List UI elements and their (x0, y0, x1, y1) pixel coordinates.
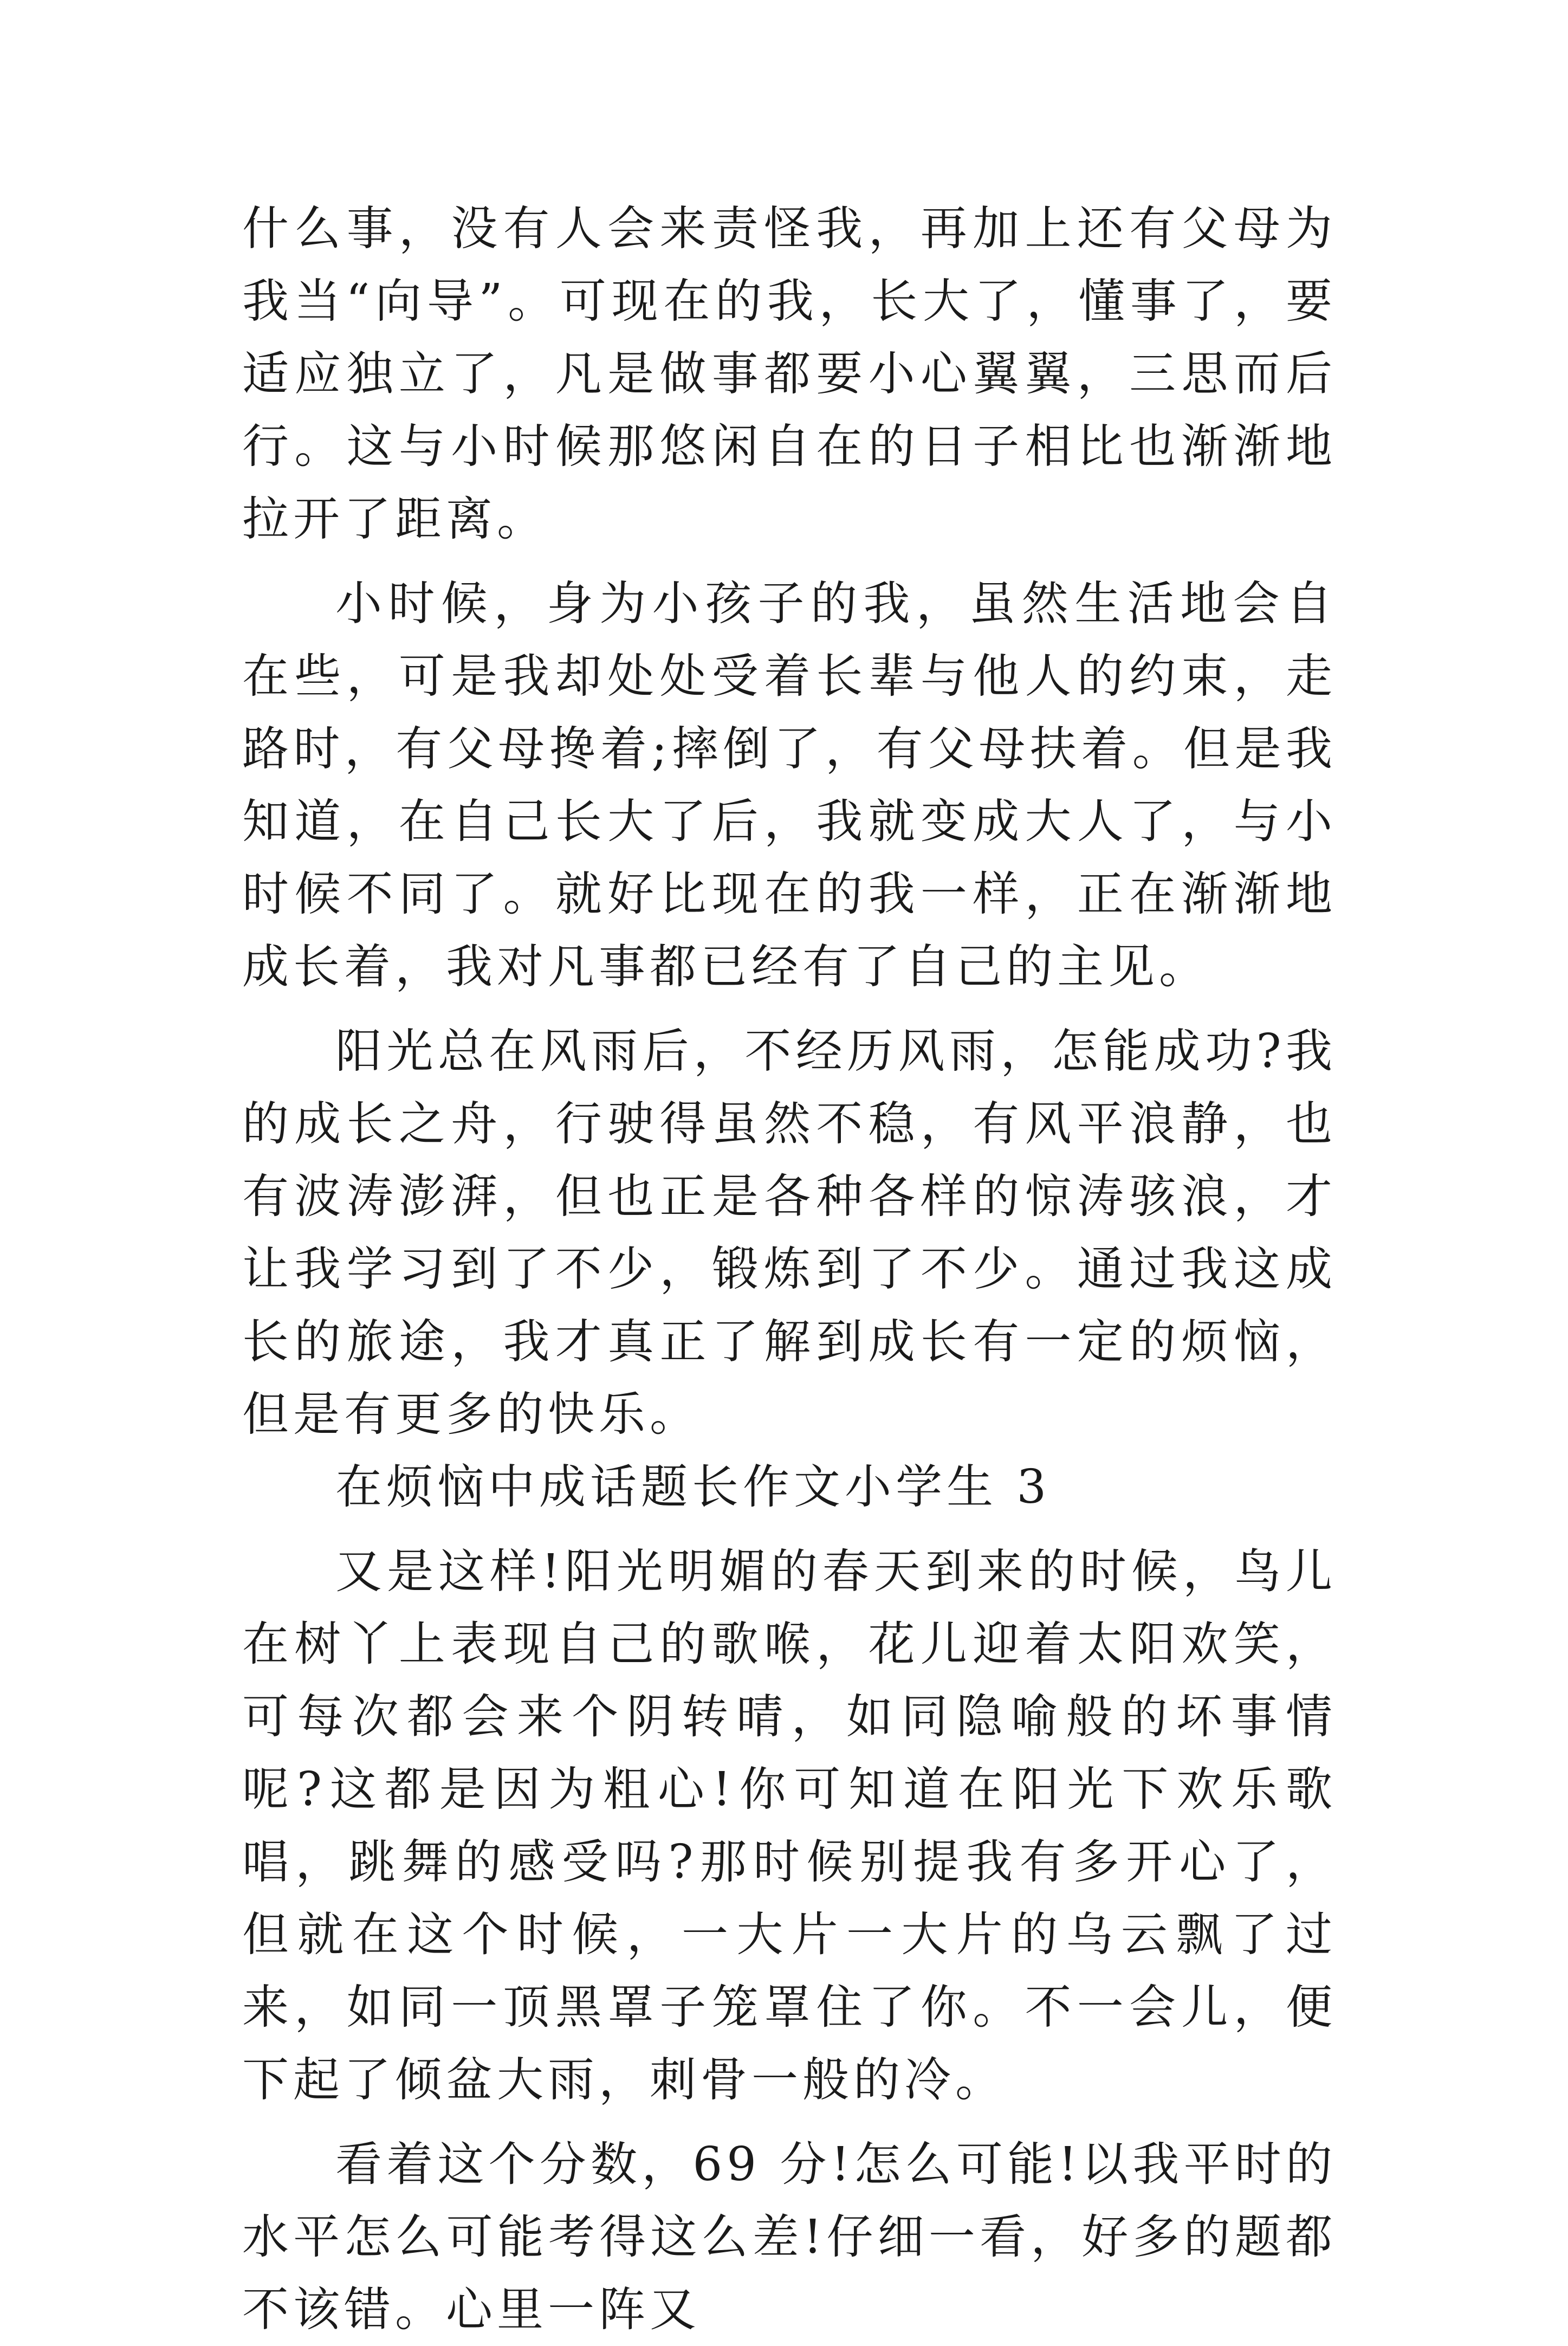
paragraph-3: 阳光总在风雨后，不经历风雨，怎能成功?我的成长之舟，行驶得虽然不稳，有风平浪静，也有波涛澎湃，但也正是各种各样的惊涛骇浪，才让我学习到了不少，锻炼到了不少。通过我这成长的旅途，我才真正了解到成长有一定的烦恼，但是有更多的快乐。 (242, 1024, 1337, 1442)
paragraph-4: 又是这样!阳光明媚的春天到来的时候，鸟儿在树丫上表现自己的歌喉，花儿迎着太阳欢笑，可每次都会来个阴转晴，如同隐喻般的坏事情呢?这都是因为粗心!你可知道在阳光下欢乐歌唱，跳舞的感受吗?那时候别提我有多开心了，但就在这个时候，一大片一大片的乌云飘了过来，如同一顶黑罩子笼罩住了你。不一会儿，便下起了倾盆大雨，刺骨一般的冷。 (242, 1544, 1337, 2107)
section-heading: 在烦恼中成话题长作文小学生 3 (335, 1460, 1051, 1514)
body-text (242, 192, 1337, 2346)
paragraph-1: 什么事，没有人会来责怪我，再加上还有父母为我当“向导”。可现在的我，长大了，懂事了，要适应独立了，凡是做事都要小心翼翼，三思而后行。这与小时候那悠闲自在的日子相比也渐渐地拉开了距离。 (242, 202, 1337, 546)
paragraph-2: 小时候，身为小孩子的我，虽然生活地会自在些，可是我却处处受着长辈与他人的约束，走路时，有父母搀着;摔倒了，有父母扶着。但是我知道，在自己长大了后，我就变成大人了，与小时候不同了。就好比现在的我一样，正在渐渐地成长着，我对凡事都已经有了自己的主见。 (242, 577, 1337, 994)
paragraph-5: 看着这个分数，69 分!怎么可能!以我平时的水平怎么可能考得这么差!仔细一看，好多的题都不该错。心里一阵又 (242, 2137, 1337, 2337)
